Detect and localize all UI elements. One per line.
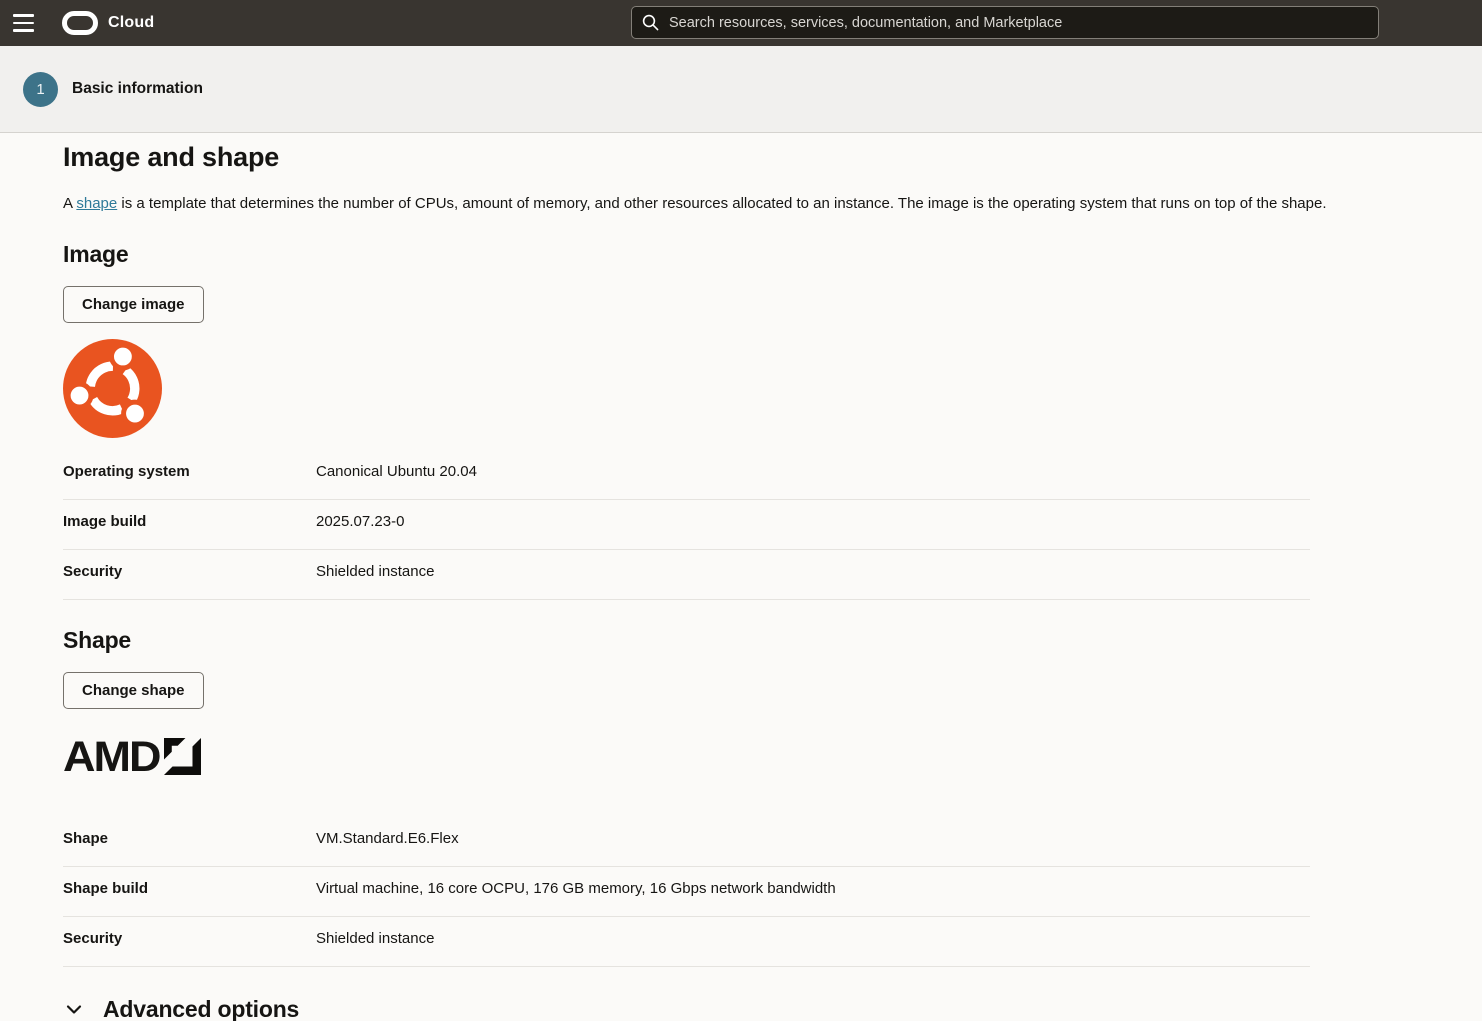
row-label: Security: [63, 563, 123, 580]
table-row: [63, 500, 1310, 550]
page-title: Image and shape: [63, 142, 280, 172]
step-number-badge: 1: [23, 72, 58, 107]
hamburger-menu-icon: [13, 14, 34, 17]
search-bar[interactable]: [631, 6, 1379, 39]
amd-logo: [63, 731, 1419, 781]
oracle-logo: [62, 11, 98, 35]
table-row: [63, 917, 1310, 967]
amd-logo-text: AMD: [63, 731, 160, 781]
row-value: Virtual machine, 16 core OCPU, 176 GB memory, 16 Gbps network bandwidth: [316, 880, 836, 897]
row-label: Image build: [63, 513, 147, 530]
row-value: Shielded instance: [316, 930, 435, 947]
hamburger-menu-icon: [13, 29, 34, 32]
hamburger-menu-icon: [13, 22, 34, 25]
section-description: [63, 194, 1419, 214]
change-shape-button[interactable]: Change shape: [63, 672, 204, 709]
wizard-step-header: [0, 46, 1482, 133]
main-content: [0, 142, 1482, 1021]
description-text: A: [63, 195, 77, 212]
ubuntu-logo: [63, 339, 162, 438]
row-label: Operating system: [63, 463, 190, 480]
table-row: [63, 817, 1310, 867]
row-value: VM.Standard.E6.Flex: [316, 830, 459, 847]
advanced-options-toggle[interactable]: [63, 967, 1310, 1021]
chevron-down-icon: [66, 1004, 82, 1015]
image-details-table: [63, 450, 1310, 600]
image-section-heading: Image: [63, 241, 129, 267]
description-text: is a template that determines the number of CPUs, amount of memory, and other resources allocated to an instance. The image is the operating system that runs on top of the shape.: [117, 195, 1327, 212]
table-row: [63, 450, 1310, 500]
row-value: Shielded instance: [316, 563, 435, 580]
hamburger-menu-button[interactable]: [0, 0, 46, 46]
shape-link[interactable]: shape: [76, 195, 118, 212]
row-label: Shape build: [63, 880, 149, 897]
row-label: Security: [63, 930, 123, 947]
brand[interactable]: [62, 11, 154, 35]
top-navigation-bar: [0, 0, 1482, 46]
row-value: Canonical Ubuntu 20.04: [316, 463, 477, 480]
amd-arrow-icon: [164, 738, 201, 775]
row-label: Shape: [63, 830, 109, 847]
table-row: [63, 867, 1310, 917]
search-input[interactable]: [669, 15, 1368, 31]
shape-details-table: [63, 817, 1310, 967]
row-value: 2025.07.23-0: [316, 513, 405, 530]
advanced-options-label: Advanced options: [103, 996, 300, 1021]
brand-label: Cloud: [108, 14, 155, 31]
step-label: Basic information: [72, 80, 203, 97]
table-row: [63, 550, 1310, 600]
search-icon: [642, 14, 659, 31]
shape-section-heading: Shape: [63, 627, 132, 653]
change-image-button[interactable]: Change image: [63, 286, 204, 323]
